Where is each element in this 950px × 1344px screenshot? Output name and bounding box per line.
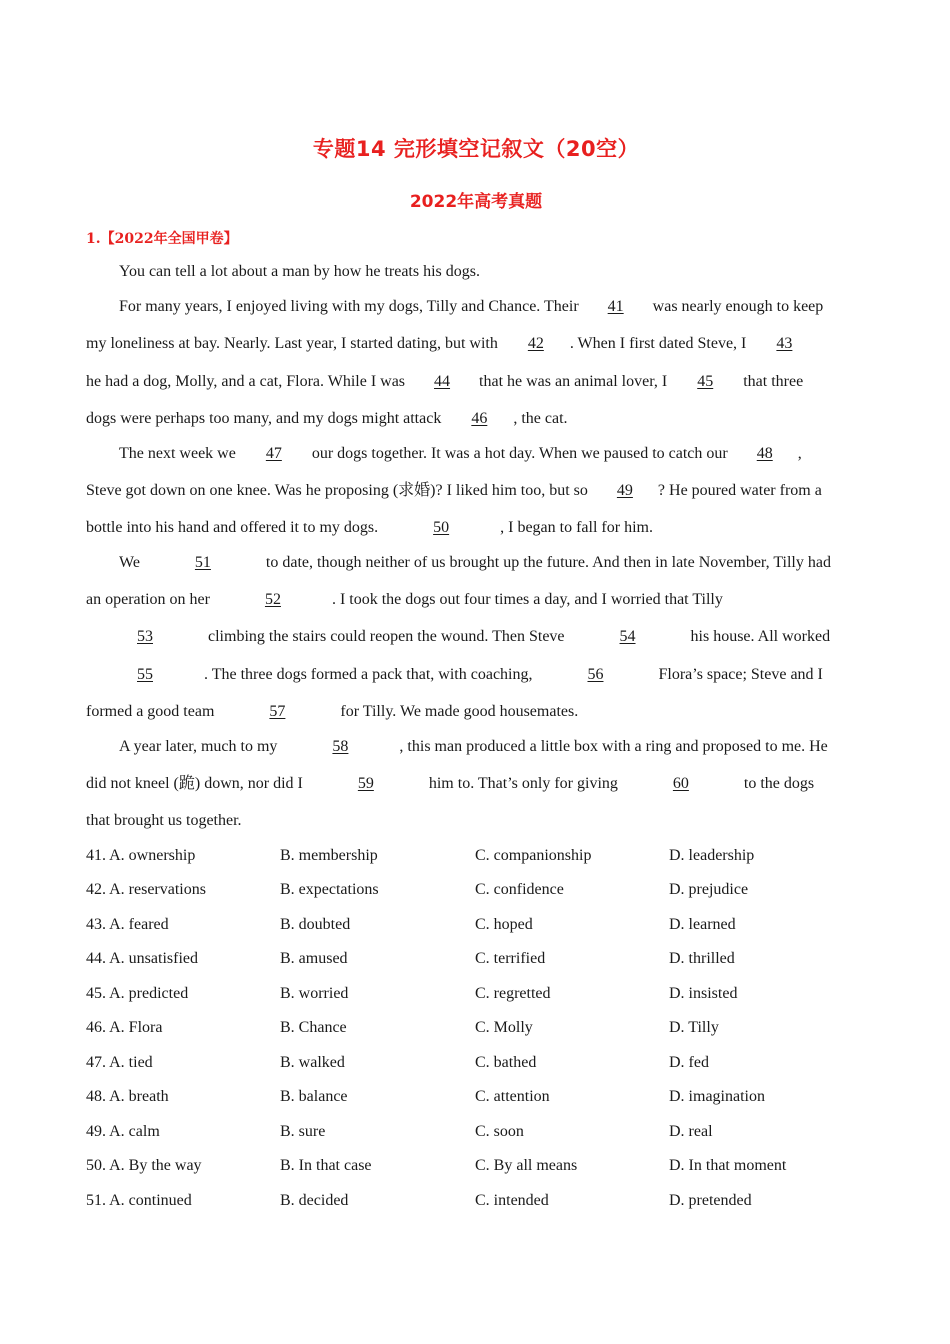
option-b[interactable]: B. amused [280, 950, 348, 967]
option-row-41 [86, 844, 866, 868]
option-b[interactable]: B. membership [280, 847, 378, 864]
passage-line-5 [86, 407, 568, 431]
passage-line-13 [86, 700, 578, 724]
text: . I took the dogs out four times a day, and I worried that Tilly [331, 591, 723, 608]
text: to date, though neither of us brought up the future. And then in late November, Tilly had [261, 554, 831, 571]
option-a[interactable]: 42. A. reservations [86, 881, 206, 898]
blank-54[interactable]: 54 [619, 628, 636, 645]
passage-line-10 [86, 588, 723, 612]
option-a[interactable]: 43. A. feared [86, 916, 169, 933]
text: The next week we [119, 445, 240, 462]
blank-46[interactable]: 46 [471, 410, 488, 427]
option-c[interactable]: C. companionship [475, 847, 592, 864]
text: formed a good team [86, 703, 219, 720]
blank-45[interactable]: 45 [697, 373, 714, 390]
text: , the cat. [513, 410, 568, 427]
option-c[interactable]: C. By all means [475, 1157, 578, 1174]
option-row-45 [86, 982, 866, 1006]
blank-53[interactable]: 53 [137, 628, 153, 645]
option-a[interactable]: 50. A. By the way [86, 1157, 202, 1174]
option-row-47 [86, 1051, 866, 1075]
option-row-49 [86, 1120, 866, 1144]
passage-line-1 [119, 260, 480, 284]
option-row-43 [86, 913, 866, 937]
text: was nearly enough to keep [648, 298, 824, 315]
passage-line-4 [86, 370, 803, 394]
option-a[interactable]: 49. A. calm [86, 1123, 160, 1140]
blank-52[interactable]: 52 [264, 591, 281, 608]
text: him to. That’s only for giving [424, 775, 622, 792]
text: , [797, 445, 802, 462]
option-row-42 [86, 878, 866, 902]
option-c[interactable]: C. bathed [475, 1054, 537, 1071]
option-b[interactable]: B. worried [280, 985, 349, 1002]
option-c[interactable]: C. terrified [475, 950, 546, 967]
text: Flora’s space; Steve and I [654, 666, 823, 683]
text: For many years, I enjoyed living with my dogs, Tilly and Chance. Their [119, 298, 583, 315]
blank-58[interactable]: 58 [332, 738, 349, 755]
option-c[interactable]: C. Molly [475, 1019, 533, 1036]
option-d[interactable]: D. prejudice [669, 881, 749, 898]
blank-47[interactable]: 47 [265, 445, 282, 462]
passage-line-14 [119, 735, 828, 759]
option-d[interactable]: D. insisted [669, 985, 738, 1002]
option-row-48 [86, 1085, 866, 1109]
passage-line-11 [86, 625, 830, 649]
option-d[interactable]: D. pretended [669, 1192, 752, 1209]
text: to the dogs [739, 775, 815, 792]
text: our dogs together. It was a hot day. When we paused to catch our [307, 445, 732, 462]
blank-41[interactable]: 41 [607, 298, 624, 315]
option-a[interactable]: 44. A. unsatisfied [86, 950, 198, 967]
option-a[interactable]: 51. A. continued [86, 1192, 192, 1209]
option-d[interactable]: D. fed [669, 1054, 709, 1071]
passage-line-15 [86, 772, 814, 796]
text: he had a dog, Molly, and a cat, Flora. While I was [86, 373, 410, 390]
blank-43[interactable]: 43 [776, 335, 793, 352]
option-b[interactable]: B. expectations [280, 881, 379, 898]
blank-51[interactable]: 51 [194, 554, 211, 571]
option-c[interactable]: C. attention [475, 1088, 550, 1105]
text: my loneliness at bay. Nearly. Last year, I started dating, but with [86, 335, 502, 352]
question-label: 1.【2022年全国甲卷】 [86, 231, 238, 247]
option-a[interactable]: 48. A. breath [86, 1088, 169, 1105]
page-subtitle: 2022年高考真题 [409, 192, 543, 212]
text: climbing the stairs could reopen the wound. Then Steve [204, 628, 569, 645]
option-d[interactable]: D. leadership [669, 847, 755, 864]
option-a[interactable]: 45. A. predicted [86, 985, 189, 1002]
passage-line-2 [119, 295, 823, 319]
blank-57[interactable]: 57 [269, 703, 286, 720]
text: an operation on her [86, 591, 214, 608]
blank-44[interactable]: 44 [434, 373, 451, 390]
text: , this man produced a little box with a ring and proposed to me. He [399, 738, 828, 755]
text: that brought us together. [86, 812, 242, 829]
passage-line-8 [86, 516, 653, 540]
option-row-51 [86, 1189, 866, 1213]
option-b[interactable]: B. sure [280, 1123, 326, 1140]
option-row-50 [86, 1154, 866, 1178]
blank-49[interactable]: 49 [616, 482, 633, 499]
text: dogs were perhaps too many, and my dogs might attack [86, 410, 446, 427]
text: that he was an animal lover, I [475, 373, 672, 390]
passage-line-9 [119, 551, 831, 575]
text: that three [739, 373, 804, 390]
passage-line-7 [86, 479, 822, 503]
passage-line-16 [86, 809, 242, 833]
option-c[interactable]: C. hoped [475, 916, 533, 933]
option-c[interactable]: C. regretted [475, 985, 551, 1002]
blank-42[interactable]: 42 [527, 335, 544, 352]
text: . When I first dated Steve, I [569, 335, 751, 352]
option-d[interactable]: D. imagination [669, 1088, 765, 1105]
option-d[interactable]: D. learned [669, 916, 736, 933]
option-row-44 [86, 947, 866, 971]
option-d[interactable]: D. real [669, 1123, 713, 1140]
option-d[interactable]: D. In that moment [669, 1157, 787, 1174]
blank-50[interactable]: 50 [433, 519, 450, 536]
text: , I began to fall for him. [500, 519, 653, 536]
option-a[interactable]: 46. A. Flora [86, 1019, 163, 1036]
text: did not kneel (跪) down, nor did I [86, 775, 307, 792]
blank-59[interactable]: 59 [357, 775, 374, 792]
option-a[interactable]: 47. A. tied [86, 1054, 153, 1071]
passage-line-6 [119, 442, 802, 466]
text: A year later, much to my [119, 738, 282, 755]
blank-56[interactable]: 56 [587, 666, 604, 683]
text: . The three dogs formed a pack that, with coaching, [204, 666, 537, 683]
text: his house. All worked [686, 628, 831, 645]
option-a[interactable]: 41. A. ownership [86, 847, 196, 864]
option-b[interactable]: B. Chance [280, 1019, 347, 1036]
blank-60[interactable]: 60 [672, 775, 689, 792]
option-b[interactable]: B. balance [280, 1088, 348, 1105]
text: ? He poured water from a [657, 482, 822, 499]
option-b[interactable]: B. doubted [280, 916, 351, 933]
blank-55[interactable]: 55 [137, 666, 153, 683]
option-b[interactable]: B. In that case [280, 1157, 372, 1174]
text: for Tilly. We made good housemates. [336, 703, 579, 720]
option-c[interactable]: C. soon [475, 1123, 524, 1140]
option-b[interactable]: B. decided [280, 1192, 349, 1209]
text: bottle into his hand and offered it to my dogs. [86, 519, 383, 536]
text: We [119, 554, 144, 571]
passage-line-3 [86, 332, 818, 356]
option-b[interactable]: B. walked [280, 1054, 345, 1071]
text: You can tell a lot about a man by how he treats his dogs. [119, 263, 480, 280]
option-d[interactable]: D. thrilled [669, 950, 735, 967]
blank-48[interactable]: 48 [756, 445, 773, 462]
option-c[interactable]: C. confidence [475, 881, 564, 898]
option-d[interactable]: D. Tilly [669, 1019, 719, 1036]
option-c[interactable]: C. intended [475, 1192, 549, 1209]
page-title: 专题14 完形填空记叙文（20空） [312, 137, 640, 161]
passage-line-12 [86, 663, 823, 687]
text: Steve got down on one knee. Was he proposing (求婚)? I liked him too, but so [86, 482, 592, 499]
option-row-46 [86, 1016, 866, 1040]
